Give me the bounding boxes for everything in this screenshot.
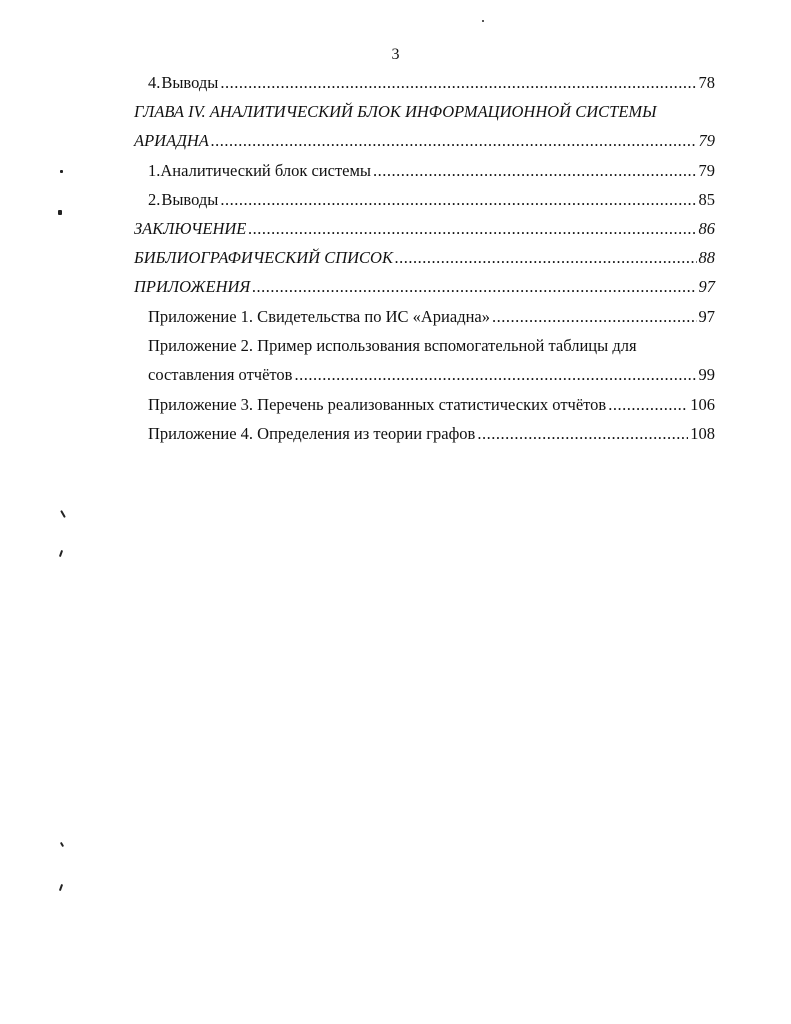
toc-entry-title: АРИАДНА bbox=[134, 131, 209, 150]
toc-entry-number: 2. bbox=[148, 190, 161, 209]
toc-entry-title: Выводы bbox=[161, 190, 219, 209]
toc-entry-page: 97 bbox=[698, 307, 715, 326]
toc-entry-appendix-2[interactable] bbox=[148, 364, 715, 386]
toc-leader-dots bbox=[294, 364, 696, 386]
toc-entry-title: ЗАКЛЮЧЕНИЕ bbox=[134, 219, 247, 238]
toc-leader-dots bbox=[492, 306, 697, 328]
toc-entry-page: 106 bbox=[690, 395, 715, 414]
toc-entry-appendix-3[interactable] bbox=[148, 394, 715, 416]
toc-leader-dots bbox=[608, 394, 688, 416]
toc-entry-page: 78 bbox=[698, 73, 715, 92]
toc-entry-title: БИБЛИОГРАФИЧЕСКИЙ СПИСОК bbox=[134, 248, 393, 267]
toc-chapter4-title-line1[interactable]: ГЛАВА IV. АНАЛИТИЧЕСКИЙ БЛОК ИНФОРМАЦИОННОЙ СИСТЕМЫ bbox=[134, 102, 657, 121]
toc-entry-page: 86 bbox=[698, 219, 715, 238]
toc-entry-page: 85 bbox=[698, 190, 715, 209]
toc-entry-bibliography[interactable] bbox=[134, 247, 715, 269]
toc-entry-title: Приложение 1. Свидетельства по ИС «Ариадна» bbox=[148, 307, 490, 326]
toc-entry-appendix-1[interactable] bbox=[148, 306, 715, 328]
toc-entry-title: Выводы bbox=[161, 73, 219, 92]
toc-leader-dots bbox=[395, 247, 697, 269]
toc-entry-title: Аналитический блок системы bbox=[160, 161, 371, 180]
toc-entry-title: ПРИЛОЖЕНИЯ bbox=[134, 277, 251, 296]
scan-speck bbox=[58, 210, 62, 215]
toc-leader-dots bbox=[211, 130, 697, 152]
toc-leader-dots bbox=[477, 423, 688, 445]
toc-entry-number: 1. bbox=[148, 161, 161, 180]
toc-entry-title: Приложение 4. Определения из теории графов bbox=[148, 424, 476, 443]
toc-entry-title: составления отчётов bbox=[148, 365, 293, 384]
toc-leader-dots bbox=[252, 276, 696, 298]
toc-entry-page: 79 bbox=[698, 161, 715, 180]
toc-leader-dots bbox=[248, 218, 696, 240]
page-number: 3 bbox=[391, 46, 400, 63]
toc-chapter4-title-line2[interactable] bbox=[134, 130, 715, 152]
toc-entry-ch4-analytics[interactable] bbox=[148, 160, 715, 182]
toc-leader-dots bbox=[373, 160, 697, 182]
toc-entry-ch4-conclusions[interactable] bbox=[148, 189, 715, 211]
scan-speck bbox=[482, 20, 484, 22]
scan-speck bbox=[60, 170, 63, 173]
toc-leader-dots bbox=[220, 189, 696, 211]
toc-entry-title: Приложение 3. Перечень реализованных статистических отчётов bbox=[148, 395, 607, 414]
toc-entry-page: 79 bbox=[698, 131, 715, 150]
toc-entry-conclusion[interactable] bbox=[134, 218, 715, 240]
toc-entry-page: 88 bbox=[698, 248, 715, 267]
toc-entry-page: 97 bbox=[698, 277, 715, 296]
toc-entry-page: 108 bbox=[690, 424, 715, 443]
toc-entry-page: 99 bbox=[698, 365, 715, 384]
toc-entry-number: 4. bbox=[148, 73, 161, 92]
toc-entry-appendices[interactable] bbox=[134, 276, 715, 298]
toc-entry-ch3-conclusions[interactable] bbox=[148, 72, 715, 94]
toc-appendix-2-line1[interactable]: Приложение 2. Пример использования вспомогательной таблицы для bbox=[148, 336, 637, 355]
toc-leader-dots bbox=[220, 72, 696, 94]
toc-entry-appendix-4[interactable] bbox=[148, 423, 715, 445]
